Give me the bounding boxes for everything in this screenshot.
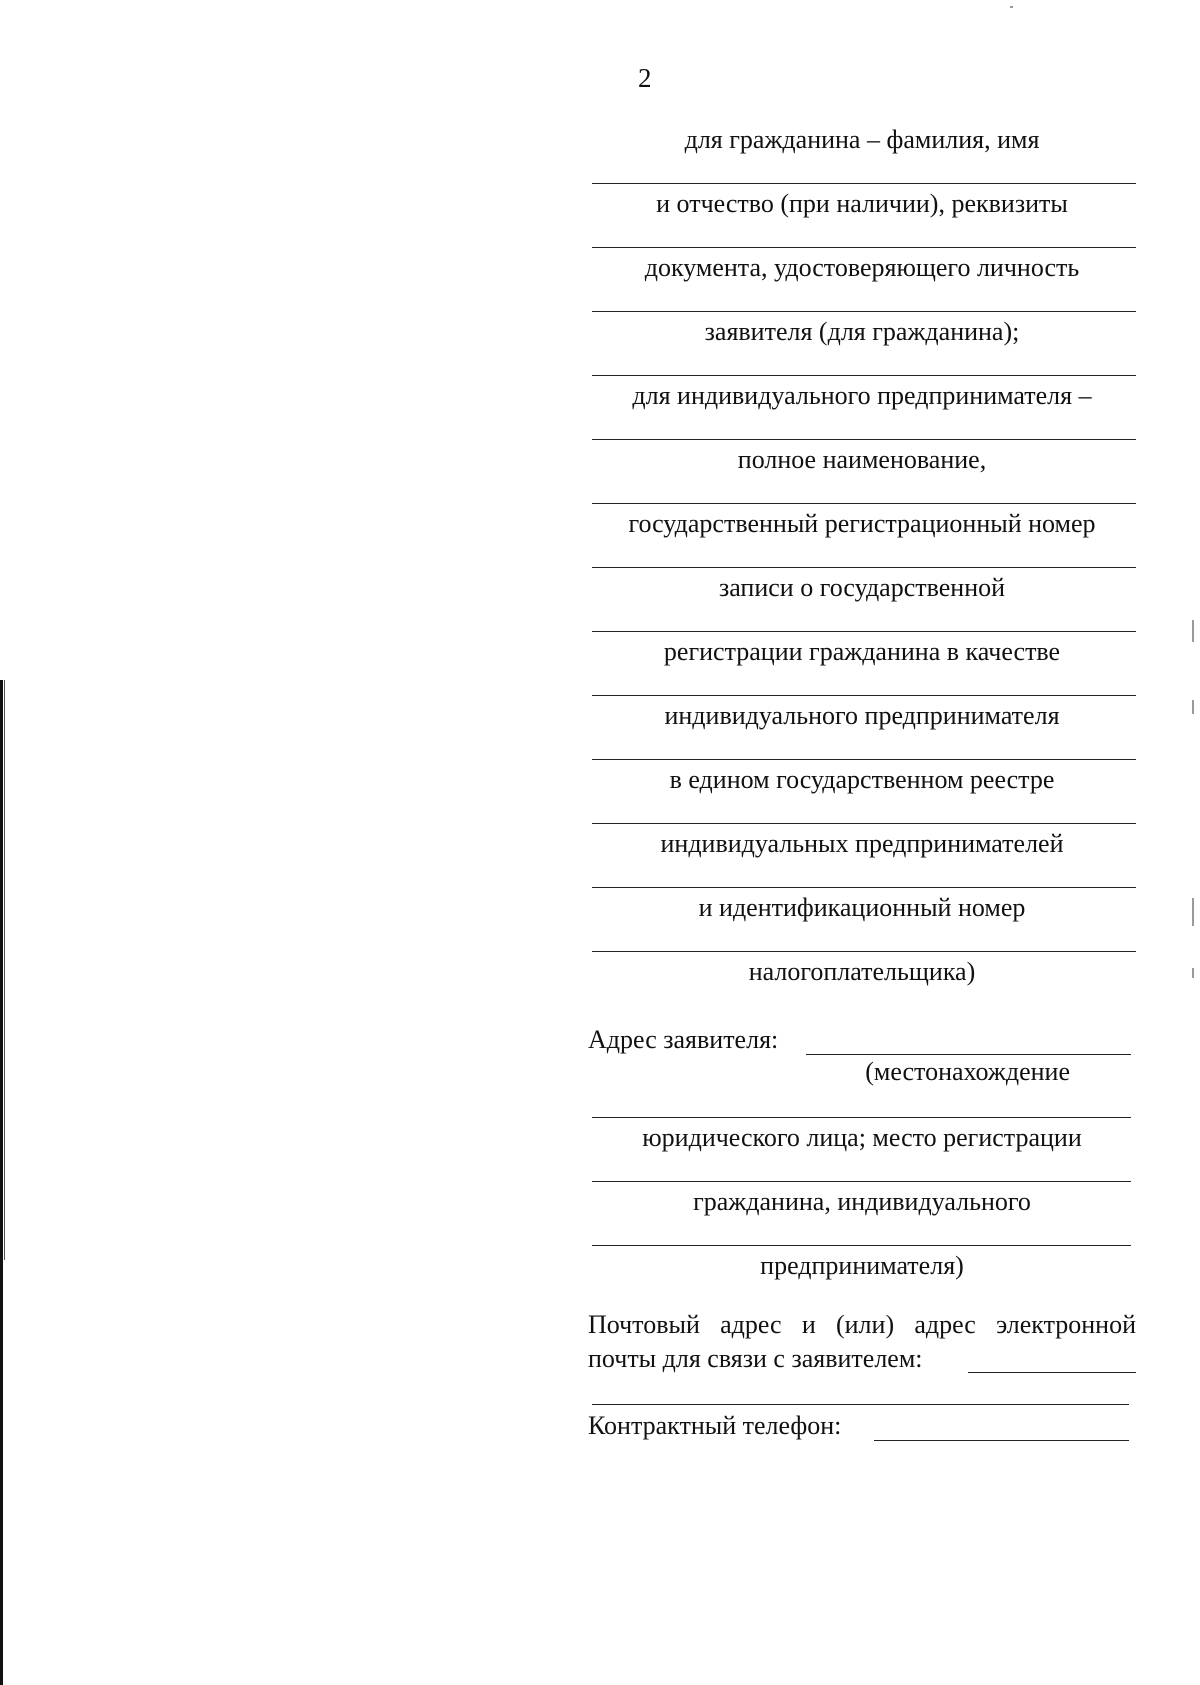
applicant-field-line [588, 824, 1136, 888]
postal-word: Почтовый [588, 1310, 700, 1339]
phone-fill-in-line[interactable] [874, 1440, 1129, 1441]
postal-word: адрес [720, 1310, 782, 1339]
applicant-field-line [588, 632, 1136, 696]
address-field-line-last [588, 1246, 1136, 1286]
postal-line-2 [588, 1342, 1136, 1376]
postal-word: и [801, 1310, 816, 1339]
scan-speck [1010, 6, 1013, 8]
applicant-field-line [588, 504, 1136, 568]
scan-speck [1192, 968, 1194, 978]
applicant-field-line [588, 760, 1136, 824]
applicant-field-text: индивидуального предпринимателя [664, 701, 1060, 730]
applicant-field-text: налогоплательщика) [748, 957, 976, 986]
address-fill-in-line[interactable] [806, 1054, 1131, 1055]
scan-speck [1192, 898, 1194, 926]
postal-word: адрес [914, 1310, 976, 1339]
applicant-field-text: регистрации гражданина в качестве [663, 637, 1061, 666]
phone-label: Контрактный телефон: [588, 1411, 842, 1440]
applicant-field-line [588, 248, 1136, 312]
applicant-field-line-last [588, 952, 1136, 992]
scan-edge-artifact [0, 680, 3, 1685]
applicant-field-text: заявителя (для гражданина); [704, 317, 1020, 346]
applicant-field-text: государственный регистрационный номер [628, 509, 1096, 538]
applicant-field-line [588, 376, 1136, 440]
postal-address-block [588, 1308, 1136, 1376]
address-row [588, 1024, 1136, 1060]
applicant-field-line [588, 696, 1136, 760]
address-note: (местонахождение [865, 1057, 1070, 1086]
applicant-field-text: и отчество (при наличии), реквизиты [656, 189, 1068, 218]
page-number: 2 [638, 63, 652, 93]
applicant-field-line [588, 312, 1136, 376]
applicant-field-text: для индивидуального предпринимателя – [632, 381, 1092, 410]
applicant-field-text: и идентификационный номер [698, 893, 1026, 922]
scan-edge-artifact-thin [4, 680, 5, 1260]
postal-fill-in-line[interactable] [968, 1372, 1136, 1373]
applicant-field-text: в едином государственном реестре [669, 765, 1055, 794]
postal-word: (или) [835, 1310, 895, 1339]
address-field-line [588, 1182, 1136, 1246]
address-label: Адрес заявителя: [588, 1025, 779, 1054]
address-field-text: юридического лица; место регистрации [642, 1123, 1082, 1152]
applicant-field-text: индивидуальных предпринимателей [660, 829, 1064, 858]
applicant-field-line [588, 568, 1136, 632]
applicant-field-line [588, 184, 1136, 248]
applicant-field-text: для гражданина – фамилия, имя [684, 125, 1040, 154]
applicant-field-text: полное наименование, [737, 445, 987, 474]
address-field-line [588, 1118, 1136, 1182]
postal-line-1 [588, 1308, 1136, 1342]
postal-word: электронной [996, 1310, 1136, 1339]
scan-speck [1192, 700, 1194, 714]
address-field-text: гражданина, индивидуального [693, 1187, 1031, 1216]
applicant-field-line [588, 120, 1136, 184]
phone-row [588, 1410, 1136, 1446]
scan-speck [1192, 620, 1194, 642]
applicant-field-text: записи о государственной [718, 573, 1006, 602]
applicant-field-text: документа, удостоверяющего личность [644, 253, 1080, 282]
postal-label: почты для связи с заявителем: [588, 1344, 923, 1373]
applicant-field-line [588, 440, 1136, 504]
postal-fill-in-line-full[interactable] [592, 1404, 1129, 1405]
applicant-field-line [588, 888, 1136, 952]
address-details-block [588, 1117, 1136, 1286]
address-field-text: предпринимателя) [760, 1251, 964, 1280]
applicant-details-block [588, 120, 1136, 992]
